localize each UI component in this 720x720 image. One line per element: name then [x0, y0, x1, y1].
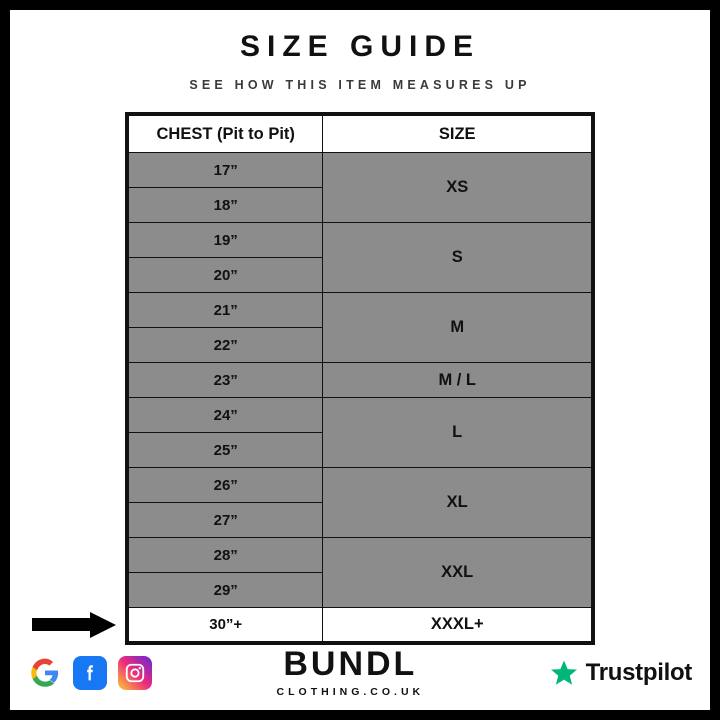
table-body: [129, 153, 592, 642]
page-subtitle: SEE HOW THIS ITEM MEASURES UP: [189, 78, 531, 92]
page-title: SIZE GUIDE: [239, 30, 481, 63]
cell-size: M: [323, 293, 592, 363]
brand-name: BUNDL: [283, 645, 418, 683]
cell-chest: 30”+: [129, 608, 323, 642]
table-header-row: [129, 116, 592, 153]
cell-size: XS: [323, 153, 592, 223]
table-row: [129, 468, 592, 503]
column-header-size: SIZE: [323, 116, 592, 153]
cell-size: M / L: [323, 363, 592, 398]
arrow-shaft: [32, 618, 90, 631]
right-arrow-icon: [32, 612, 120, 638]
trustpilot-badge[interactable]: [549, 658, 692, 688]
cell-chest: 26”: [129, 468, 323, 503]
cell-chest: 19”: [129, 223, 323, 258]
trustpilot-label: Trustpilot: [585, 658, 692, 686]
cell-chest: 17”: [129, 153, 323, 188]
cell-chest: 23”: [129, 363, 323, 398]
cell-chest: 28”: [129, 538, 323, 573]
table-row: [129, 363, 592, 398]
size-table-wrapper: [125, 112, 595, 645]
footer: [10, 647, 710, 698]
cell-chest: 18”: [129, 188, 323, 223]
arrow-head: [90, 612, 116, 638]
instagram-icon[interactable]: [118, 656, 152, 690]
table-row: [129, 153, 592, 188]
size-guide-card: [10, 10, 710, 710]
brand-logo: [152, 647, 549, 698]
table-row: [129, 293, 592, 328]
cell-size: XXXL+: [323, 608, 592, 642]
size-table: [128, 115, 592, 642]
google-icon[interactable]: [28, 656, 62, 690]
facebook-icon[interactable]: [73, 656, 107, 690]
cell-size: S: [323, 223, 592, 293]
cell-chest: 29”: [129, 573, 323, 608]
table-row: [129, 223, 592, 258]
trustpilot-star-icon: [549, 658, 579, 688]
table-row: [129, 538, 592, 573]
cell-chest: 21”: [129, 293, 323, 328]
table-header: [129, 116, 592, 153]
brand-domain: CLOTHING.CO.UK: [276, 686, 425, 698]
column-header-chest: CHEST (Pit to Pit): [129, 116, 323, 153]
cell-chest: 27”: [129, 503, 323, 538]
cell-chest: 25”: [129, 433, 323, 468]
table-row: [129, 398, 592, 433]
table-row: [129, 608, 592, 642]
cell-size: XXL: [323, 538, 592, 608]
cell-chest: 20”: [129, 258, 323, 293]
cell-chest: 24”: [129, 398, 323, 433]
cell-size: XL: [323, 468, 592, 538]
social-links: [28, 656, 152, 690]
cell-chest: 22”: [129, 328, 323, 363]
cell-size: L: [323, 398, 592, 468]
